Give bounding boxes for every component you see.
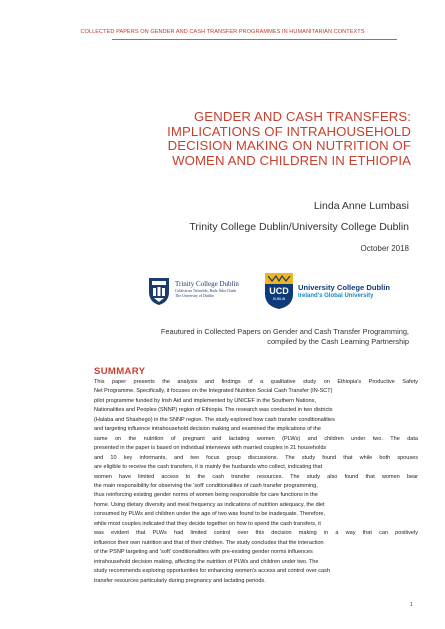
summary-line: transfer resources particularly during pregnancy and lactating periods. — [94, 577, 266, 584]
ucd-logo — [264, 272, 424, 312]
summary-line: of the PSNP targeting and 'soft' conditionalities with pre-existing gender norms influences — [94, 549, 313, 556]
summary-line: are eligible to receive the cash transfers, it is mainly the husbands who collect, indicating that — [94, 464, 323, 471]
summary-line: influence their own nutrition and that of their children. The study concludes that the interaction — [94, 539, 324, 546]
summary-heading: SUMMARY — [94, 366, 146, 377]
tcd-name: Trinity College Dublin — [175, 280, 239, 288]
featured-note — [161, 327, 409, 347]
tcd-logo — [147, 276, 257, 308]
summary-line: Nationalities and Peoples (SNNP) region of Ethiopia. The research was conducted in two districts — [94, 407, 333, 414]
summary-line: and 10 key informants, and two focus group discussions. The study found that while both spouses — [94, 454, 418, 461]
ucd-name: University College Dublin — [298, 283, 390, 292]
summary-line: This paper presents the analysis and findings of a qualitative study on Ethiopia's Productive Safety — [94, 379, 418, 385]
running-header: COLLECTED PAPERS ON GENDER AND CASH TRANSFER PROGRAMMES IN HUMANITARIAN CONTEXTS — [80, 29, 365, 35]
summary-line: home. Using dietary diversity and meal frequency as indications of nutrition adequacy, the diet — [94, 501, 325, 508]
author-affiliation: Trinity College Dublin/University College Dublin — [189, 221, 409, 233]
tcd-crest-icon — [147, 276, 171, 306]
summary-line: and targeting influence intrahousehold decision making and examined the implications of the — [94, 426, 321, 433]
summary-line: same on the nutrition of pregnant and lactating women (PLWs) and children under two. The data — [94, 435, 418, 442]
summary-body — [94, 378, 418, 586]
tcd-subtitle: The University of Dublin — [175, 294, 214, 298]
summary-line: intrahousehold decision making, affecting the nutrition of PLWs and children under two. The — [94, 558, 319, 565]
summary-line: consumed by PLWs and children under the age of two was found to be inadequate. Therefore, — [94, 511, 326, 518]
summary-line: pilot programme funded by Irish Aid and implemented by UNICEF in the Southern Nations, — [94, 397, 316, 404]
ucd-tagline: Ireland's Global University — [298, 293, 374, 299]
title-line-4: WOMEN AND CHILDREN IN ETHIOPIA — [172, 152, 411, 168]
title-line-1: GENDER AND CASH TRANSFERS: — [193, 109, 411, 124]
institution-logos — [147, 272, 417, 312]
summary-line: (Halaba and Shashego) in the SNNP region. The study explored how cash transfer conditionalities — [94, 416, 335, 423]
author-name: Linda Anne Lumbasi — [313, 200, 409, 212]
summary-line: study recommends exploring opportunities for enhancing women's access and control over cash — [94, 568, 331, 575]
summary-line: Net Programme. Specifically, it focuses on the Integrated Nutrition Social Cash Transfer (IN-SCT) — [94, 388, 333, 395]
ucd-crest-text: UCD — [269, 286, 289, 296]
featured-line-2: compiled by the Cash Learning Partnership — [267, 337, 409, 346]
paper-title — [40, 110, 411, 168]
header-rule — [112, 39, 397, 40]
title-line-3: DECISION MAKING ON NUTRITION OF — [167, 138, 411, 154]
title-line-2: IMPLICATIONS OF INTRAHOUSEHOLD — [167, 123, 411, 139]
ucd-crest-subtext: DUBLIN — [272, 297, 286, 301]
summary-line: presented in the paper is based on individual interviews with married couples in 21 households — [94, 445, 327, 452]
summary-line: the main responsibility for observing the 'soft' conditionalities of cash transfer programming, — [94, 482, 318, 489]
summary-line: while most couples indicated that they decide together on how to spend the cash transfers, it — [94, 520, 321, 527]
ucd-crest-icon — [264, 272, 294, 310]
summary-line: was evident that PLWs had limited control over this decision making in a way that can positively — [94, 530, 418, 537]
summary-line: women have limited access to the cash transfer resources. The study also found that women bear — [94, 473, 418, 480]
publication-date: October 2018 — [360, 244, 409, 253]
summary-line: thus reinforcing existing gender norms of women being responsible for care functions in the — [94, 492, 318, 499]
tcd-irish-name: Coláiste na Tríonóide, Baile Átha Cliath — [175, 289, 237, 293]
page-number: 1 — [410, 602, 413, 608]
featured-line-1: Feautured in Collected Papers on Gender and Cash Transfer Programming, — [160, 327, 409, 336]
